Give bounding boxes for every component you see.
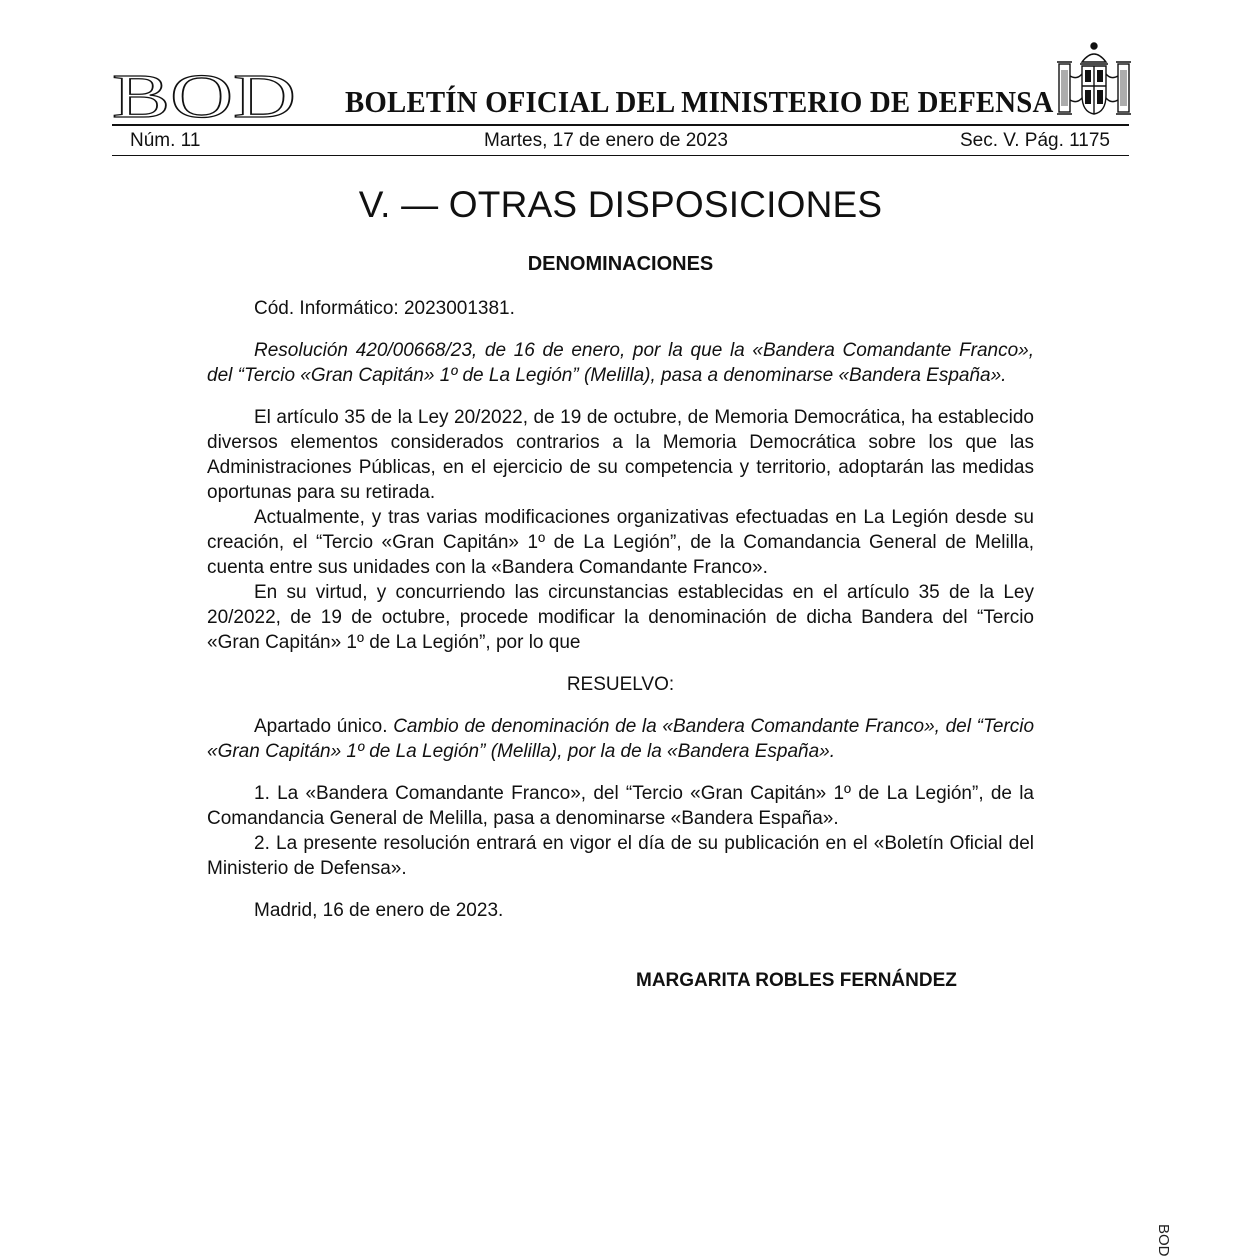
bod-logo-text: BOD bbox=[112, 70, 296, 120]
header-rule-bottom bbox=[112, 155, 1129, 156]
header-rule-top bbox=[112, 124, 1129, 126]
resolution-item-2: 2. La presente resolución entrará en vigor el día de su publicación en el «Boletín Oficial del Ministerio de Defensa». bbox=[207, 833, 1034, 879]
spanish-coat-of-arms-icon bbox=[1055, 40, 1133, 120]
resolution-title: Resolución 420/00668/23, de 16 de enero, por la que la «Bandera Comandante Franco», del “Tercio «Gran Capitán» 1º de La Legión” (Melilla), pasa a denominarse «Bandera España». bbox=[207, 340, 1034, 386]
paragraph-1: El artículo 35 de la Ley 20/2022, de 19 de octubre, de Memoria Democrática, ha establecido diversos elementos considerados contrarios a la Memoria Democrática sobre los que las Administraciones Públicas, en el ejercicio de su competencia y territorio, adoptarán las medidas oportunas para su retirada. bbox=[207, 407, 1034, 503]
side-code: BOD bbox=[1155, 1224, 1172, 1257]
publication-title: BOLETÍN OFICIAL DEL MINISTERIO DE DEFENSA bbox=[345, 84, 1054, 119]
bod-logo bbox=[112, 70, 298, 120]
section-title: V. — OTRAS DISPOSICIONES bbox=[358, 184, 883, 225]
issue-date: Martes, 17 de enero de 2023 bbox=[484, 130, 729, 151]
resolution-item-1: 1. La «Bandera Comandante Franco», del “Tercio «Gran Capitán» 1º de La Legión”, de la Comandancia General de Melilla, pasa a denominarse «Bandera España». bbox=[207, 783, 1034, 829]
document-body bbox=[207, 296, 1034, 923]
paragraph-3: En su virtud, y concurriendo las circunstancias establecidas en el artículo 35 de la Ley 20/2022, de 19 de octubre, procede modificar la denominación de dicha Bandera del “Tercio «Gran Capitán» 1º de La Legión”, por lo que bbox=[207, 582, 1034, 653]
cod-informatico: Cód. Informático: 2023001381. bbox=[254, 298, 515, 319]
signature: MARGARITA ROBLES FERNÁNDEZ bbox=[636, 970, 957, 991]
apartado-unico bbox=[207, 714, 1034, 764]
place-date: Madrid, 16 de enero de 2023. bbox=[254, 900, 504, 921]
apartado-text: Cambio de denominación de la «Bandera Comandante Franco», del “Tercio «Gran Capitán» 1º de La Legión” (Melilla), por la de la «Bandera España». bbox=[207, 716, 1035, 762]
section-page: Sec. V. Pág. 1175 bbox=[959, 130, 1110, 151]
apartado-label: Apartado único. bbox=[254, 716, 388, 737]
section-subtitle: DENOMINACIONES bbox=[527, 253, 714, 275]
issue-number: Núm. 11 bbox=[130, 130, 201, 151]
resuelvo-heading: RESUELVO: bbox=[566, 674, 675, 695]
paragraph-2: Actualmente, y tras varias modificaciones organizativas efectuadas en La Legión desde su creación, el “Tercio «Gran Capitán» 1º de La Legión”, de la Comandancia General de Melilla, cuenta entre sus unidades con la «Bandera Comandante Franco». bbox=[207, 507, 1034, 578]
